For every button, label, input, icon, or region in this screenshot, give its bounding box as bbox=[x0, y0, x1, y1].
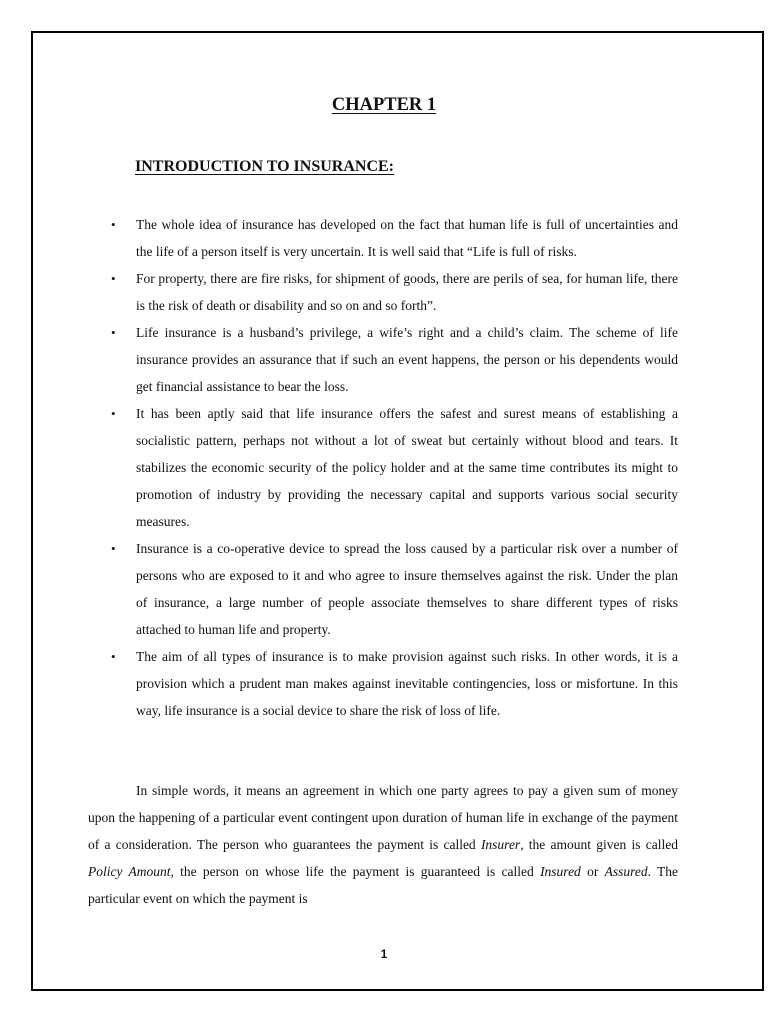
term-assured: Assured bbox=[604, 864, 648, 879]
page-number: 1 bbox=[380, 947, 388, 961]
bullet-text: For property, there are fire risks, for shipment of goods, there are perils of sea, for human life, there is the risk of death or disability and so on and so forth”. bbox=[136, 271, 678, 313]
bullet-icon: • bbox=[111, 325, 116, 340]
bullet-text: Insurance is a co-operative device to spread the loss caused by a particular risk over a number of persons who are exposed to it and who agree to insure themselves against the risk. Under the plan of insurance, a large number of people associate themselves to share different types of risks attached to human life and property. bbox=[136, 541, 678, 637]
paragraph-text: In simple words, it means an agreement in which one party agrees to pay a given sum of money upon the happening of a particular event contingent upon duration of human life in exchange of the payment of a consideration. The person who guarantees the payment is called bbox=[88, 783, 678, 852]
paragraph-text: or bbox=[580, 864, 605, 879]
paragraph-text: , the amount given is called bbox=[520, 837, 678, 852]
list-item bbox=[88, 265, 678, 319]
bullet-icon: • bbox=[111, 271, 116, 286]
chapter-title: CHAPTER 1 bbox=[331, 95, 437, 115]
term-policy-amount: Policy Amount bbox=[88, 864, 171, 879]
list-item bbox=[88, 643, 678, 724]
paragraph-text: , the person on whose life the payment is guaranteed is called bbox=[170, 864, 541, 879]
list-item bbox=[88, 400, 678, 535]
list-item bbox=[88, 535, 678, 643]
bullet-text: It has been aptly said that life insurance offers the safest and surest means of establishing a socialistic pattern, perhaps not without a lot of sweat but certainly without blood and tears. It stabilizes the economic security of the policy holder and at the same time contributes its might to promotion of industry by providing the necessary capital and supports various social security measures. bbox=[136, 406, 678, 529]
body-paragraph bbox=[88, 777, 678, 912]
list-item bbox=[88, 319, 678, 400]
bullet-text: The aim of all types of insurance is to make provision against such risks. In other words, it is a provision which a prudent man makes against inevitable contingencies, loss or misfortune. In this way, life insurance is a social device to share the risk of loss of life. bbox=[136, 649, 678, 718]
term-insured: Insured bbox=[540, 864, 581, 879]
list-item bbox=[88, 211, 678, 265]
section-heading: INTRODUCTION TO INSURANCE: bbox=[135, 158, 395, 175]
paragraph-text: . The particular event on which the payment is bbox=[88, 864, 679, 906]
term-insurer: Insurer bbox=[480, 837, 521, 852]
bullet-icon: • bbox=[111, 541, 116, 556]
bullet-list bbox=[88, 211, 678, 724]
bullet-icon: • bbox=[111, 406, 116, 421]
bullet-icon: • bbox=[111, 649, 116, 664]
bullet-icon: • bbox=[111, 217, 116, 232]
bullet-text: Life insurance is a husband’s privilege, a wife’s right and a child’s claim. The scheme of life insurance provides an assurance that if such an event happens, the person or his dependents would get financial assistance to bear the loss. bbox=[136, 325, 678, 394]
bullet-text: The whole idea of insurance has developed on the fact that human life is full of uncertainties and the life of a person itself is very uncertain. It is well said that “Life is full of risks. bbox=[136, 217, 678, 259]
